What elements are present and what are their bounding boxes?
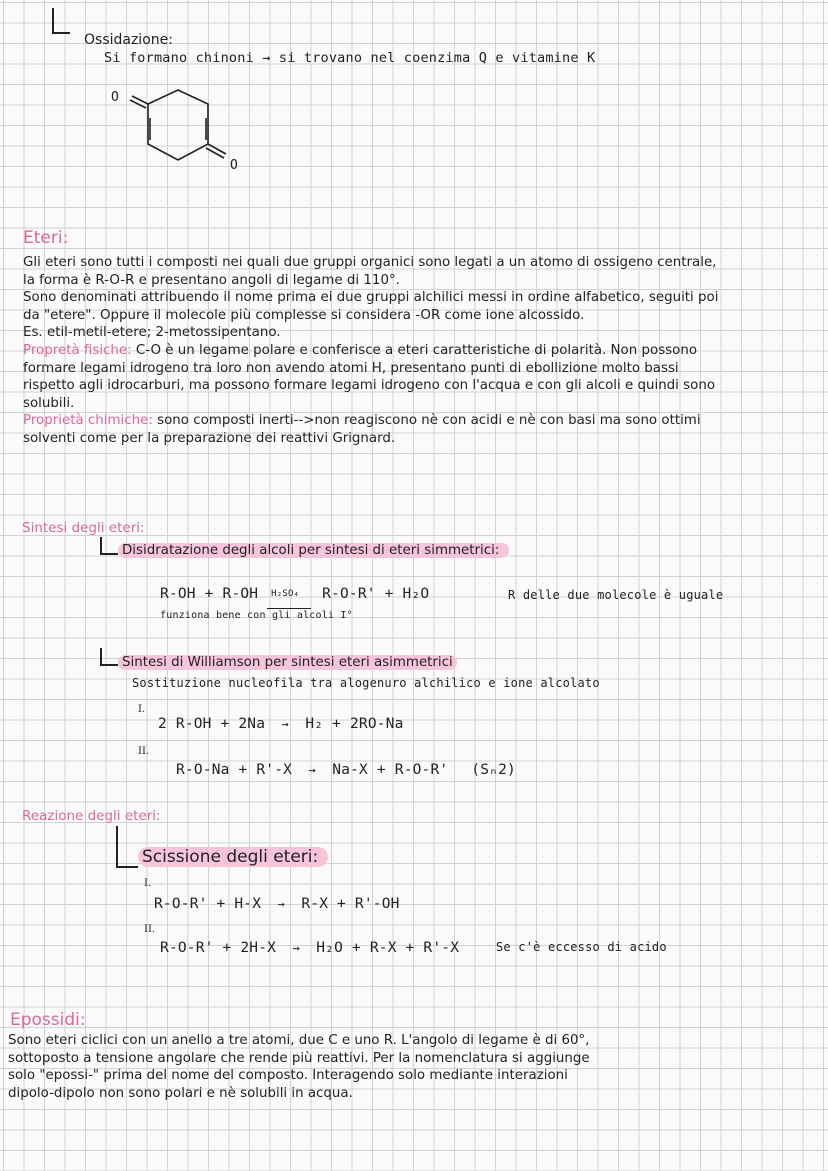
disidratazione-title — [118, 542, 509, 560]
chimiche-line: solventi come per la preparazione dei reattivi Grignard. — [23, 430, 396, 446]
proprieta-chimiche — [23, 412, 718, 430]
ossidazione-title: Ossidazione: — [84, 32, 173, 48]
eteri-line: da "etere". Oppure il molecole più complesse si considera -OR come ione alcossido. — [23, 307, 585, 323]
chimiche-text: sono composti inerti-->non reagiscono nè con acidi e nè con basi ma sono ottimi — [152, 413, 701, 429]
quinone-structure — [100, 82, 260, 192]
epossidi-heading: Epossidi: — [10, 1010, 86, 1030]
reaction-arrow: → — [270, 897, 293, 911]
quinone-o-bottom: O — [230, 158, 239, 173]
scissione-step2: R-O-R' + 2H-X → H₂O + R-X + R'-X — [160, 940, 460, 956]
epossidi-line: Sono eteri ciclici con un anello a tre atomi, due C e uno R. L'angolo di legame è di 60°, — [8, 1033, 590, 1048]
epossidi-line: dipolo-dipolo non sono polari e nè solubili in acqua. — [8, 1085, 353, 1101]
fisiche-label: Propretà fisiche: — [23, 342, 132, 358]
williamson-step1: 2 R-OH + 2Na → H₂ + 2RO-Na — [158, 716, 404, 732]
disidratazione-note: R delle due molecole è uguale — [508, 588, 724, 602]
arrow-ossidazione — [52, 8, 70, 34]
scissione-step2-note: Se c'è eccesso di acido — [496, 940, 667, 954]
eteri-line: Gli eteri sono tutti i composti nei quali due gruppi organici sono legati a un atomo di ossigeno centrale, — [23, 255, 717, 270]
scissione-step1: R-O-R' + H-X → R-X + R'-OH — [154, 896, 400, 912]
williamson-step2: R-O-Na + R'-X → Na-X + R-O-R' (Sₙ2) — [176, 762, 516, 778]
reazione-heading: Reazione degli eteri: — [22, 808, 161, 824]
chimiche-label: Proprietà chimiche: — [23, 413, 153, 429]
williamson-highlight: Sintesi di Williamson per sintesi eteri asimmetrici — [118, 655, 457, 670]
eteri-line: Sono denominati attribuendo il nome prima ei due gruppi alchilici messi in ordine alfabetico, seguiti poi — [23, 290, 719, 306]
fisiche-line: solubili. — [23, 395, 75, 411]
williamson-step1-num: I. — [138, 704, 146, 715]
williamson-step2-num: II. — [138, 746, 150, 757]
eteri-heading: Eteri: — [23, 228, 69, 248]
arrow-disidratazione — [100, 537, 118, 555]
scissione-title — [138, 849, 328, 867]
arrow-williamson — [100, 648, 118, 666]
reaction-arrow: → — [301, 763, 324, 777]
epossidi-line: sottoposto a tensione angolare che rende più reattivi. Per la nomenclatura si aggiunge — [8, 1050, 590, 1066]
disidratazione-reaction: R-OH + R-OH H₂SO₄ R-O-R' + H₂O — [160, 586, 429, 602]
fisiche-text: C-O è un legame polare e conferisce a eteri caratteristiche di polarità. Non possono — [131, 342, 698, 358]
williamson-title — [118, 654, 457, 672]
fisiche-line: rispetto agli idrocarburi, ma possono formare legami idrogeno con l'acqua e con gli alcoli e quindi sono — [23, 378, 716, 394]
scissione-highlight: Scissione degli eteri: — [138, 847, 328, 867]
disidratazione-funziona: funziona bene con gli alcoli I° — [160, 610, 353, 621]
eteri-line: la forma è R-O-R e presentano angoli di legame di 110°. — [23, 272, 400, 288]
reaction-left: R-OH + R-OH — [160, 586, 259, 602]
eteri-body — [23, 254, 718, 448]
williamson-subtitle: Sostituzione nucleofila tra alogenuro alchilico e ione alcolato — [132, 676, 600, 690]
disidratazione-highlight: Disidratazione degli alcoli per sintesi di eteri simmetrici: — [118, 543, 509, 558]
scissione-step2-num: II. — [144, 924, 156, 935]
epossidi-body — [8, 1032, 590, 1102]
fisiche-line: formare legami idrogeno tra loro non avendo atomi H, presentano punti di ebollizione molto bassi — [23, 360, 679, 376]
sintesi-heading: Sintesi degli eteri: — [22, 520, 145, 536]
ossidazione-note: Si formano chinoni → si trovano nel coenzima Q e vitamine K — [104, 50, 596, 66]
proprieta-fisiche — [23, 342, 718, 360]
epossidi-line: solo "epossi-" prima del nome del composto. Interagendo solo mediante interazioni — [8, 1068, 568, 1084]
quinone-o-top: O — [111, 90, 120, 105]
reaction-product: R-O-R' + H₂O — [322, 586, 430, 602]
arrow-scissione — [116, 826, 138, 868]
scissione-step1-num: I. — [144, 878, 152, 889]
reaction-arrow: → — [285, 941, 308, 955]
reaction-arrow: → — [274, 717, 297, 731]
eteri-line: Es. etil-metil-etere; 2-metossipentano. — [23, 325, 281, 341]
